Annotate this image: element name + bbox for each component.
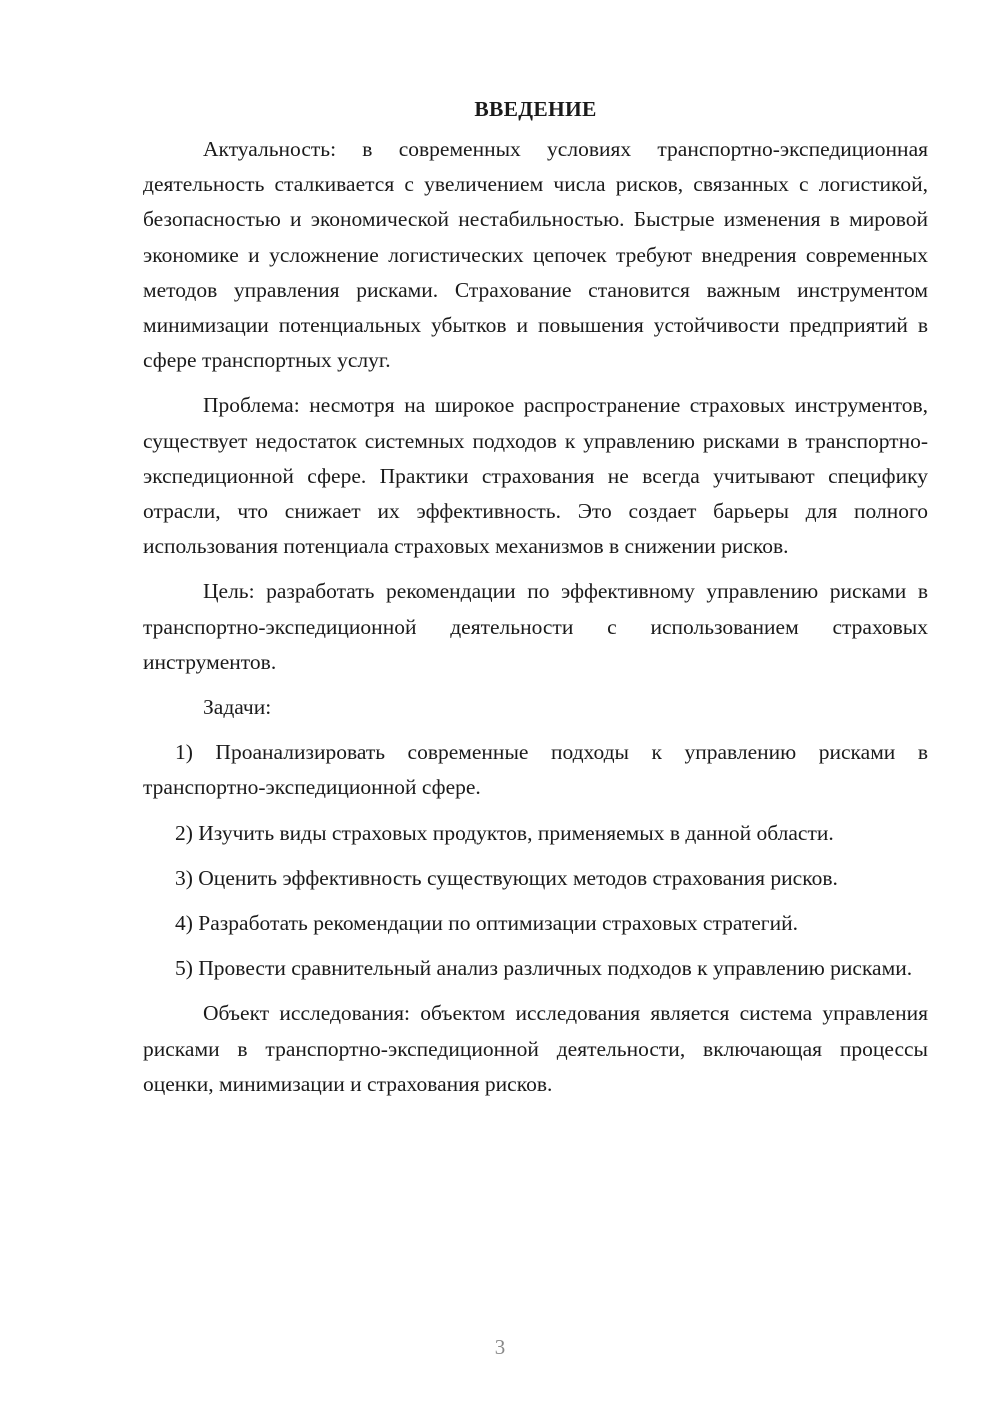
task-item-2: 2) Изучить виды страховых продуктов, применяемых в данной области. [175,820,834,845]
task-item-4: 4) Разработать рекомендации по оптимизации страховых стратегий. [175,911,799,936]
section-heading: ВВЕДЕНИЕ [474,97,597,121]
page-content [143,92,928,1102]
tasks-label: Задачи: [203,695,272,720]
task-item-5: 5) Провести сравнительный анализ различных подходов к управлению рисками. [175,956,913,981]
task-item-3: 3) Оценить эффективность существующих методов страхования рисков. [175,865,838,890]
page-number: 3 [494,1335,506,1359]
goal-paragraph: Цель: разработать рекомендации по эффективному управлению рисками в транспортно-экспедиционной деятельности с использованием страховых инструментов. [143,579,928,674]
relevance-paragraph: Актуальность: в современных условиях транспортно-экспедиционная деятельность сталкивается с увеличением числа рисков, связанных с логистикой, безопасностью и экономической нестабильностью. Быстрые изменения в мировой экономике и усложнение логистических цепочек требуют внедрения современных методов управления рисками. Страхование становится важным инструментом минимизации потенциальных убытков и повышения устойчивости предприятий в сфере транспортных услуг. [143,137,928,373]
problem-paragraph: Проблема: несмотря на широкое распространение страховых инструментов, существует недостаток системных подходов к управлению рисками в транспортно-экспедиционной сфере. Практики страхования не всегда учитывают специфику отрасли, что снижает их эффективность. Это создает барьеры для полного использования потенциала страховых механизмов в снижении рисков. [143,393,928,559]
object-paragraph: Объект исследования: объектом исследования является система управления рисками в транспортно-экспедиционной деятельности, включающая процессы оценки, минимизации и страхования рисков. [143,1001,928,1096]
task-item-1: 1) Проанализировать современные подходы к управлению рисками в транспортно-экспедиционной сфере. [143,740,928,800]
